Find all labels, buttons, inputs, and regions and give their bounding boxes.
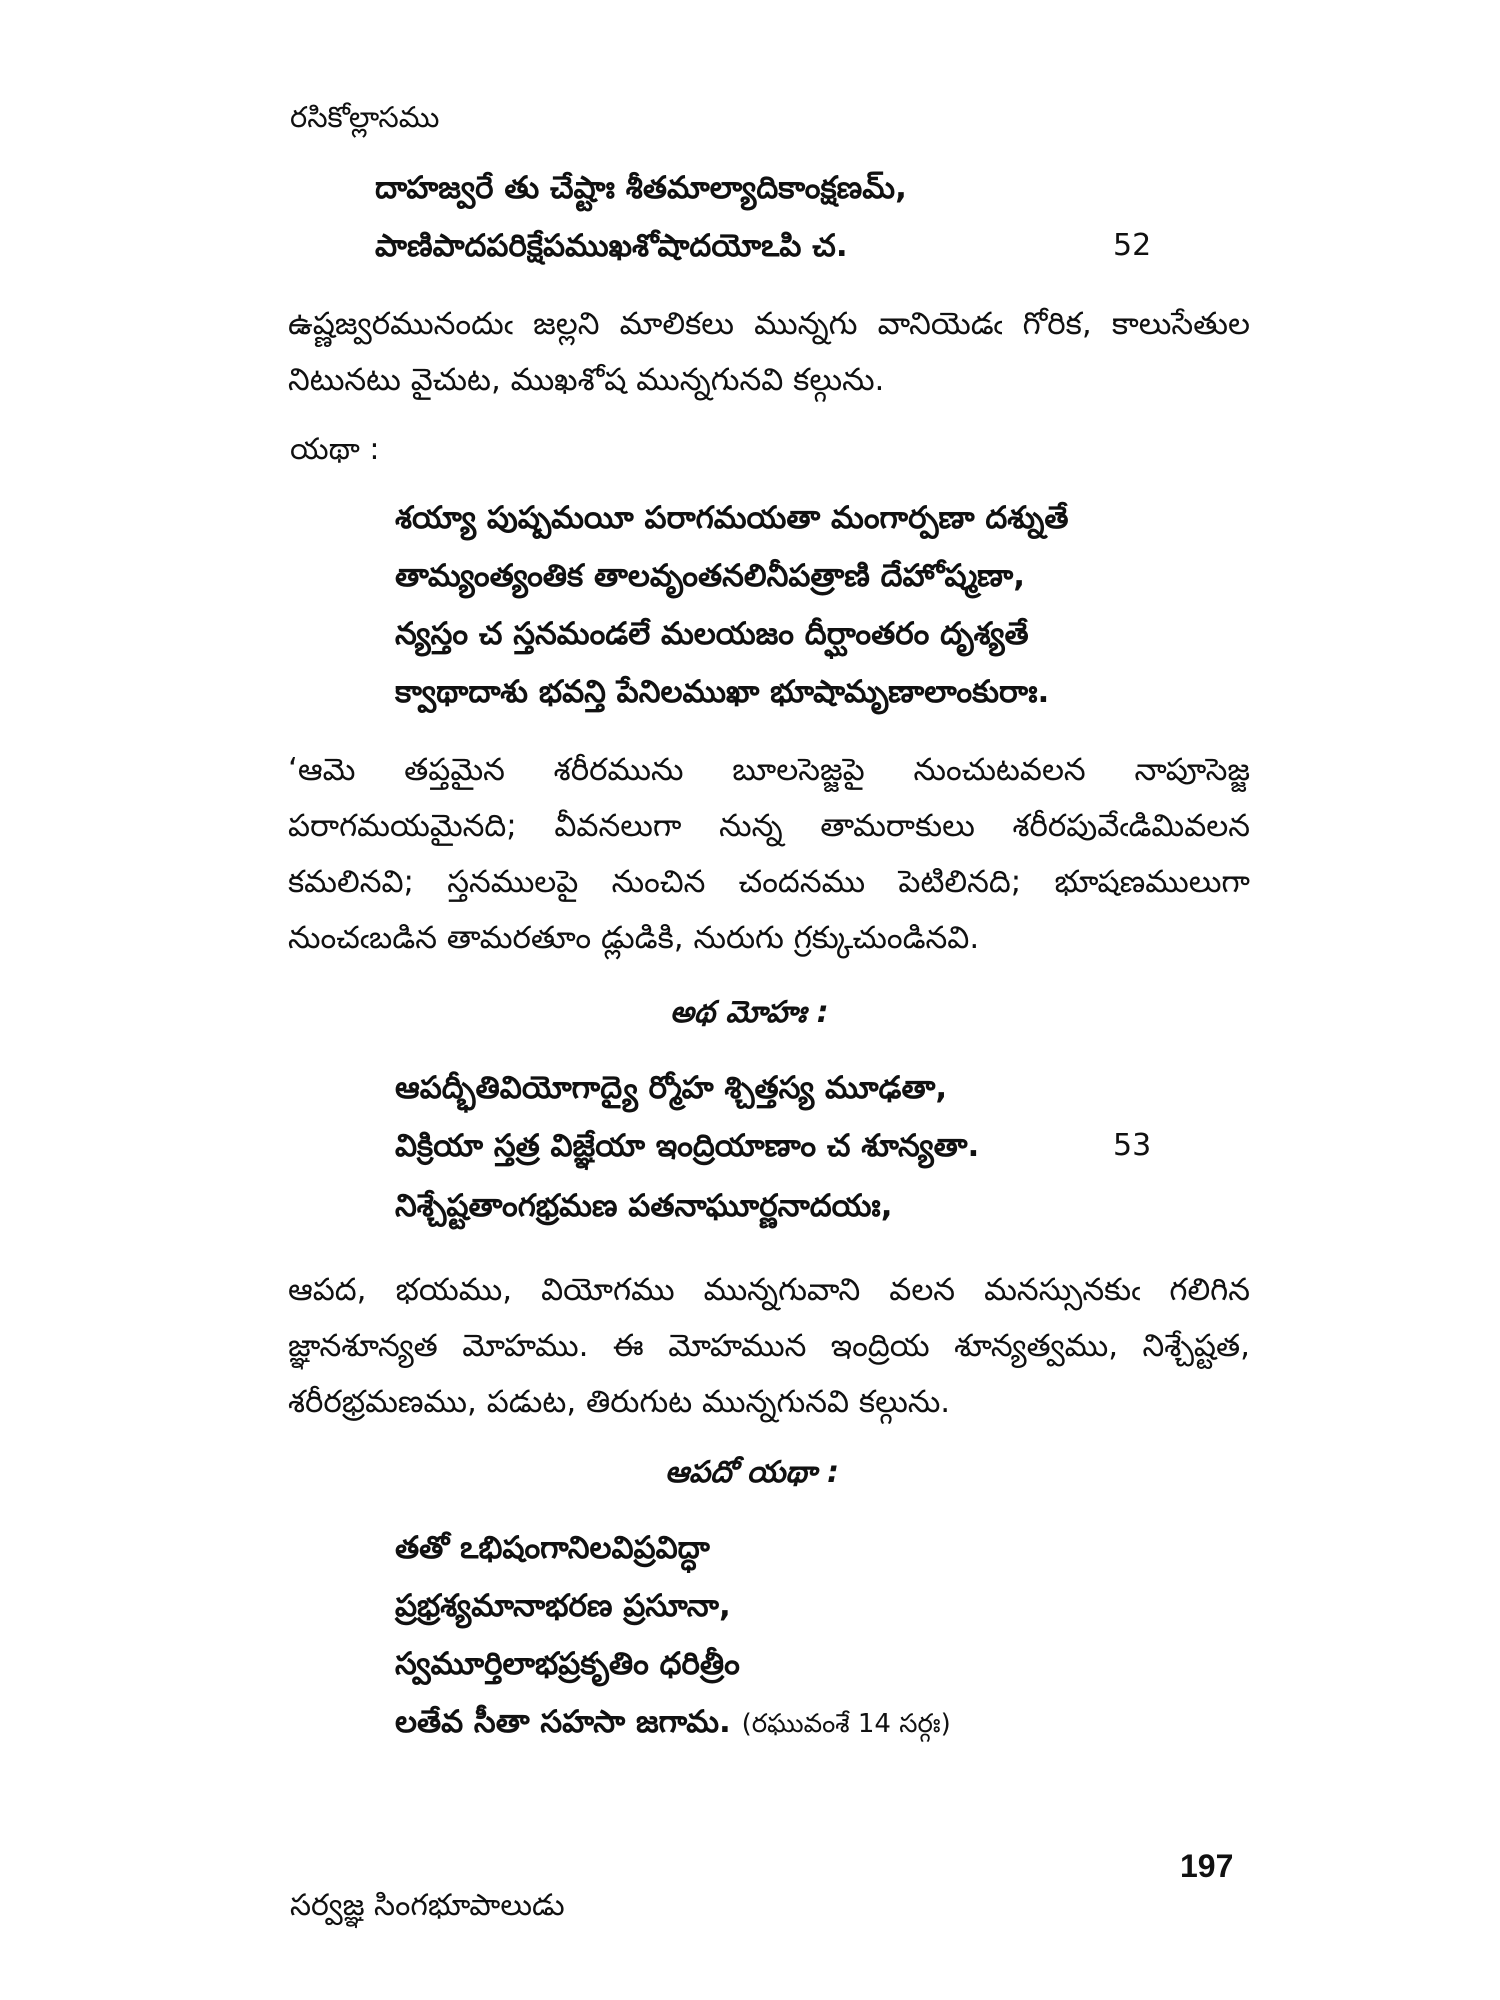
example-verse-1-line-2: తామ్యంత్యంతిక తాలవృంతనలినీపత్రాణి దేహోష్మణా, — [395, 558, 1025, 594]
example-verse-1-line-4: క్వాథాదాశు భవన్తి పేనిలముఖా భూషామృణాలాంకురాః. — [395, 674, 1050, 710]
verse-52-number: 52 — [1113, 228, 1152, 263]
example-verse-2-line-3: స్వమూర్తిలాభప్రకృతిం ధరిత్రీం — [395, 1646, 740, 1682]
heading-apado-yatha: ఆపదో యథా : — [665, 1455, 840, 1490]
verse-52-line-2: పాణిపాదపరిక్షేపముఖశోషాదయోఽపి చ. — [375, 228, 848, 264]
example-verse-2-line-4-text: లతేవ సీతా సహసా జగామ. — [395, 1704, 731, 1740]
verse-53-line-3: నిశ్చేష్టతాంగభ్రమణ పతనాఘూర్ణనాదయః, — [395, 1188, 893, 1224]
example-verse-1-line-3: న్యస్తం చ స్తనమండలే మలయజం దీర్ఘాంతరం దృశ్యతే — [395, 616, 1029, 652]
heading-atha-moha: అథ మోహః : — [670, 995, 829, 1030]
paragraph-2-line-1: ‘ఆమె తప్తమైన శరీరమును బూలసెజ్జపై నుంచుటవలన నాపూసెజ్జ — [288, 752, 1250, 788]
paragraph-1-line-1: ఉష్ణజ్వరమునందుఁ జల్లని మాలికలు మున్నగు వానియెడఁ గోరిక, కాలుసేతుల — [288, 306, 1250, 342]
citation: (రఘువంశే 14 సర్గః) — [741, 1709, 951, 1739]
verse-53-number: 53 — [1113, 1128, 1152, 1163]
paragraph-3-line-2: జ్ఞానశూన్యత మోహము. ఈ మోహమున ఇంద్రియ శూన్యత్వము, నిశ్చేష్టత, — [288, 1328, 1250, 1364]
example-verse-2-line-1: తతో ఽభిషంగానిలవిప్రవిద్ధా — [395, 1530, 710, 1566]
verse-52-line-1: దాహజ్వరే తు చేష్టాః శీతమాల్యాదికాంక్షణమ్, — [375, 170, 907, 206]
paragraph-2 — [288, 742, 1250, 966]
footer-author: సర్వజ్ఞ సింగభూపాలుడు — [290, 1888, 565, 1923]
verse-53-line-2: విక్రియా స్తత్ర విజ్ఞేయా ఇంద్రియాణాం చ శూన్యతా. — [395, 1128, 980, 1164]
paragraph-2-line-4: నుంచఁబడిన తామరతూం డ్లుడికి, నురుగు గ్రక్కుచుండినవి. — [288, 920, 980, 956]
paragraph-1-line-2: నిటునటు వైచుట, ముఖశోష మున్నగునవి కల్గును. — [288, 362, 885, 398]
paragraph-2-line-3: కమలినవి; స్తనములపై నుంచిన చందనము పెటిలినది; భూషణములుగా — [288, 864, 1250, 900]
paragraph-2-line-2: పరాగమయమైనది; వీవనలుగా నున్న తామరాకులు శరీరపువేఁడిమివలన — [288, 808, 1250, 844]
paragraph-3-line-1: ఆపద, భయము, వియోగము మున్నగువాని వలన మనస్సునకుఁ గలిగిన — [288, 1272, 1250, 1308]
verse-53-line-1: ఆపద్భీతివియోగాద్యై ర్మోహ శ్చిత్తస్య మూఢతా, — [395, 1070, 948, 1106]
example-verse-2-line-2: ప్రభ్రశ్యమానాభరణ ప్రసూనా, — [395, 1588, 731, 1624]
yatha-label: యథా : — [290, 432, 380, 467]
example-verse-1-line-1: శయ్యా పుష్పమయీ పరాగమయతా మంగార్పణా దశ్నుతే — [395, 500, 1069, 536]
running-head: రసికోల్లాసము — [290, 100, 440, 134]
paragraph-3-line-3: శరీరభ్రమణము, పడుట, తిరుగుట మున్నగునవి కల్గును. — [288, 1384, 951, 1420]
example-verse-2-line-4 — [395, 1704, 951, 1747]
paragraph-3 — [288, 1262, 1250, 1430]
paragraph-1 — [288, 296, 1250, 408]
page-number: 197 — [1180, 1848, 1234, 1884]
